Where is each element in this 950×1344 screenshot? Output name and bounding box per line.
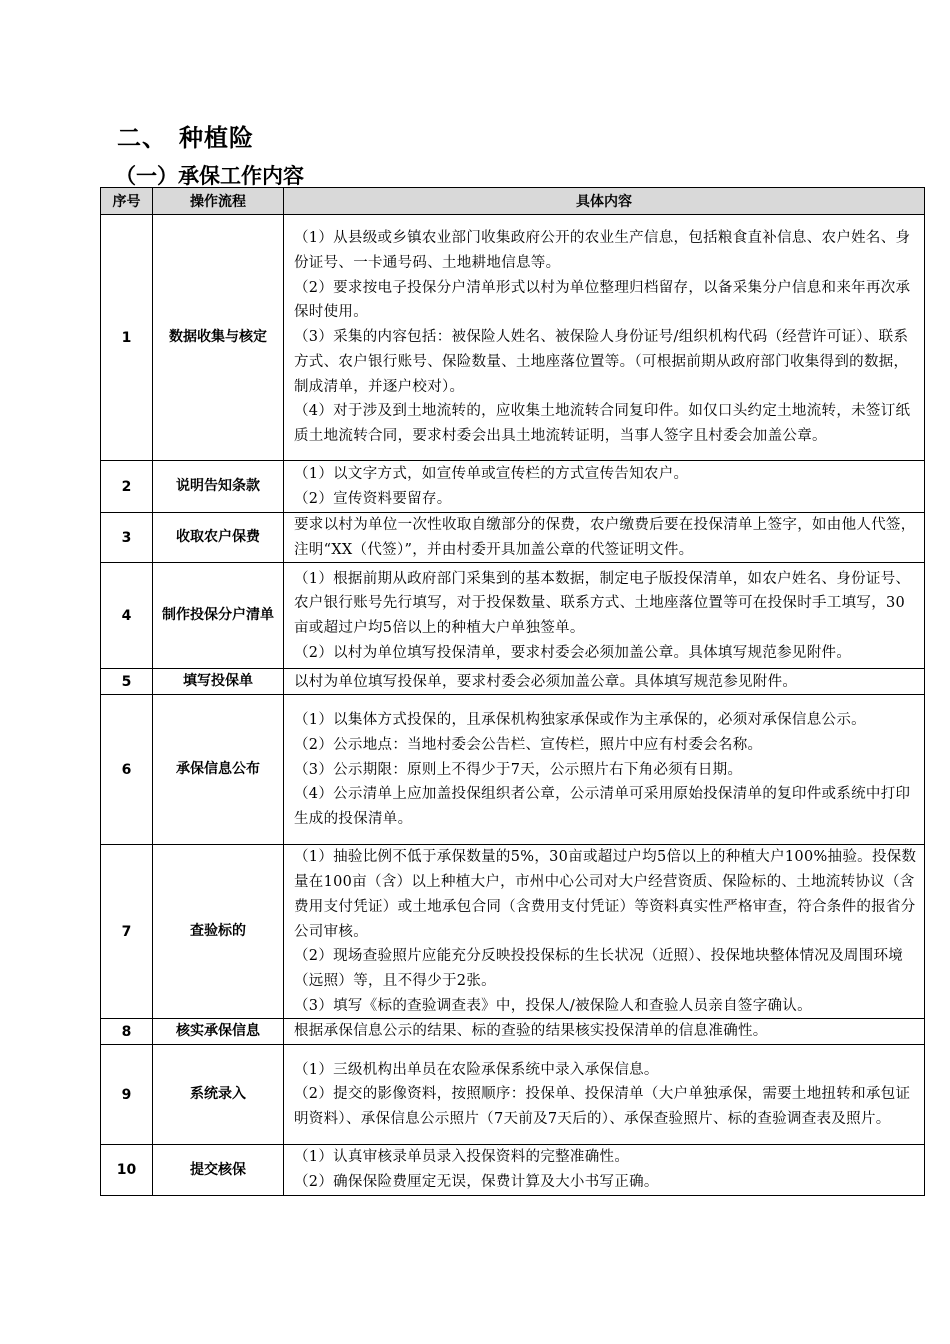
row-process-step: 查验标的: [153, 845, 284, 1019]
header-process: 操作流程: [153, 188, 284, 215]
content-paragraph: （3）填写《标的查验调查表》中，投保人/被保险人和查验人员亲自签字确认。: [294, 997, 812, 1014]
content-paragraph: （4）公示清单上应加盖投保组织者公章，公示清单可采用原始投保清单的复印件或系统中打印生成的投保清单。: [294, 786, 911, 827]
row-content: [284, 513, 925, 563]
content-paragraph: （3）公示期限：原则上不得少于7天，公示照片右下角必须有日期。: [294, 761, 743, 778]
content-paragraph: （1）以集体方式投保的，且承保机构独家承保或作为主承保的，必须对承保信息公示。: [294, 712, 866, 729]
table-row: [101, 845, 925, 1019]
subsection-heading: （一）承保工作内容: [115, 164, 304, 188]
table-header-row: [101, 188, 925, 215]
row-process-step: 提交核保: [153, 1145, 284, 1195]
row-process-step: 系统录入: [153, 1045, 284, 1145]
row-process-step: 说明告知条款: [153, 461, 284, 513]
content-paragraph: （1）三级机构出单员在农险承保系统中录入承保信息。: [294, 1061, 659, 1078]
row-number: 6: [101, 695, 153, 845]
row-content: [284, 563, 925, 669]
row-content: [284, 695, 925, 845]
row-number: 3: [101, 513, 153, 563]
row-process-step: 收取农户保费: [153, 513, 284, 563]
row-number: 8: [101, 1019, 153, 1045]
content-paragraph: （1）以文字方式，如宣传单或宣传栏的方式宣传告知农户。: [294, 465, 689, 482]
content-paragraph: （4）对于涉及到土地流转的，应收集土地流转合同复印件。如仅口头约定土地流转，未签订纸质土地流转合同，要求村委会出具土地流转证明，当事人签字且村委会加盖公章。: [294, 403, 911, 444]
table-row: [101, 461, 925, 513]
section-title: 种植险: [179, 124, 254, 152]
content-paragraph: （2）确保保险费厘定无误，保费计算及大小书写正确。: [294, 1174, 659, 1191]
row-content: [284, 845, 925, 1019]
table-row: [101, 563, 925, 669]
table-row: [101, 1045, 925, 1145]
row-content: [284, 1019, 925, 1045]
row-number: 2: [101, 461, 153, 513]
section-number: 二、: [117, 124, 167, 152]
content-paragraph: 以村为单位填写投保单，要求村委会必须加盖公章。具体填写规范参见附件。: [294, 673, 798, 690]
content-paragraph: （1）根据前期从政府部门采集到的基本数据，制定电子版投保清单，如农户姓名、身份证号、农户银行账号先行填写，对于投保数量、联系方式、土地座落位置等可在投保时手工填写，30亩或超过户均5倍以上的种植大户单独签单。: [294, 570, 911, 636]
content-paragraph: （1）抽验比例不低于承保数量的5%，30亩或超过户均5倍以上的种植大户100%抽验。投保数量在100亩（含）以上种植大户，市州中心公司对大户经营资质、保险标的、土地流转协议（含费用支付凭证）或土地承包合同（含费用支付凭证）等资料真实性严格审查，符合条件的报省分公司审核。: [294, 849, 917, 940]
row-process-step: 数据收集与核定: [153, 215, 284, 461]
content-paragraph: 要求以村为单位一次性收取自缴部分的保费，农户缴费后要在投保清单上签字，如由他人代签，注明“XX（代签）”，并由村委开具加盖公章的代签证明文件。: [294, 517, 916, 558]
content-paragraph: （2）宣传资料要留存。: [294, 490, 452, 507]
content-paragraph: （2）公示地点：当地村委会公告栏、宣传栏，照片中应有村委会名称。: [294, 736, 763, 753]
row-number: 10: [101, 1145, 153, 1195]
table-row: [101, 513, 925, 563]
header-number: 序号: [101, 188, 153, 215]
row-number: 1: [101, 215, 153, 461]
content-paragraph: （2）提交的影像资料，按照顺序：投保单、投保清单（大户单独承保，需要土地扭转和承包证明资料）、承保信息公示照片（7天前及7天后的）、承保查验照片、标的查验调查表及照片。: [294, 1086, 911, 1128]
table-row: [101, 669, 925, 695]
table-row: [101, 695, 925, 845]
content-paragraph: 根据承保信息公示的结果、标的查验的结果核实投保清单的信息准确性。: [294, 1023, 768, 1040]
row-process-step: 承保信息公布: [153, 695, 284, 845]
header-content: 具体内容: [284, 188, 925, 215]
content-paragraph: （2）现场查验照片应能充分反映投投保标的生长状况（近照）、投保地块整体情况及周围环境（远照）等，且不得少于2张。: [294, 948, 904, 989]
row-process-step: 核实承保信息: [153, 1019, 284, 1045]
content-paragraph: （2）要求按电子投保分户清单形式以村为单位整理归档留存，以备采集分户信息和来年再次承保时使用。: [294, 279, 911, 321]
content-paragraph: （3）采集的内容包括：被保险人姓名、被保险人身份证号/组织机构代码（经营许可证）、联系方式、农户银行账号、保险数量、土地座落位置等。（可根据前期从政府部门收集得到的数据，制成清单，并逐户校对）。: [294, 329, 909, 395]
table-row: [101, 1145, 925, 1195]
row-content: [284, 1045, 925, 1145]
row-content: [284, 669, 925, 695]
section-heading: [117, 118, 254, 153]
row-number: 4: [101, 563, 153, 669]
underwriting-table: [100, 187, 925, 1196]
content-paragraph: （1）认真审核录单员录入投保资料的完整准确性。: [294, 1149, 630, 1166]
row-number: 7: [101, 845, 153, 1019]
content-paragraph: （1）从县级或乡镇农业部门收集政府公开的农业生产信息，包括粮食直补信息、农户姓名、身份证号、一卡通号码、土地耕地信息等。: [294, 230, 911, 272]
row-content: [284, 215, 925, 461]
row-process-step: 制作投保分户清单: [153, 563, 284, 669]
row-process-step: 填写投保单: [153, 669, 284, 695]
row-number: 5: [101, 669, 153, 695]
row-content: [284, 1145, 925, 1195]
row-content: [284, 461, 925, 513]
table-row: [101, 1019, 925, 1045]
table-row: [101, 215, 925, 461]
row-number: 9: [101, 1045, 153, 1145]
content-paragraph: （2）以村为单位填写投保清单，要求村委会必须加盖公章。具体填写规范参见附件。: [294, 644, 852, 661]
